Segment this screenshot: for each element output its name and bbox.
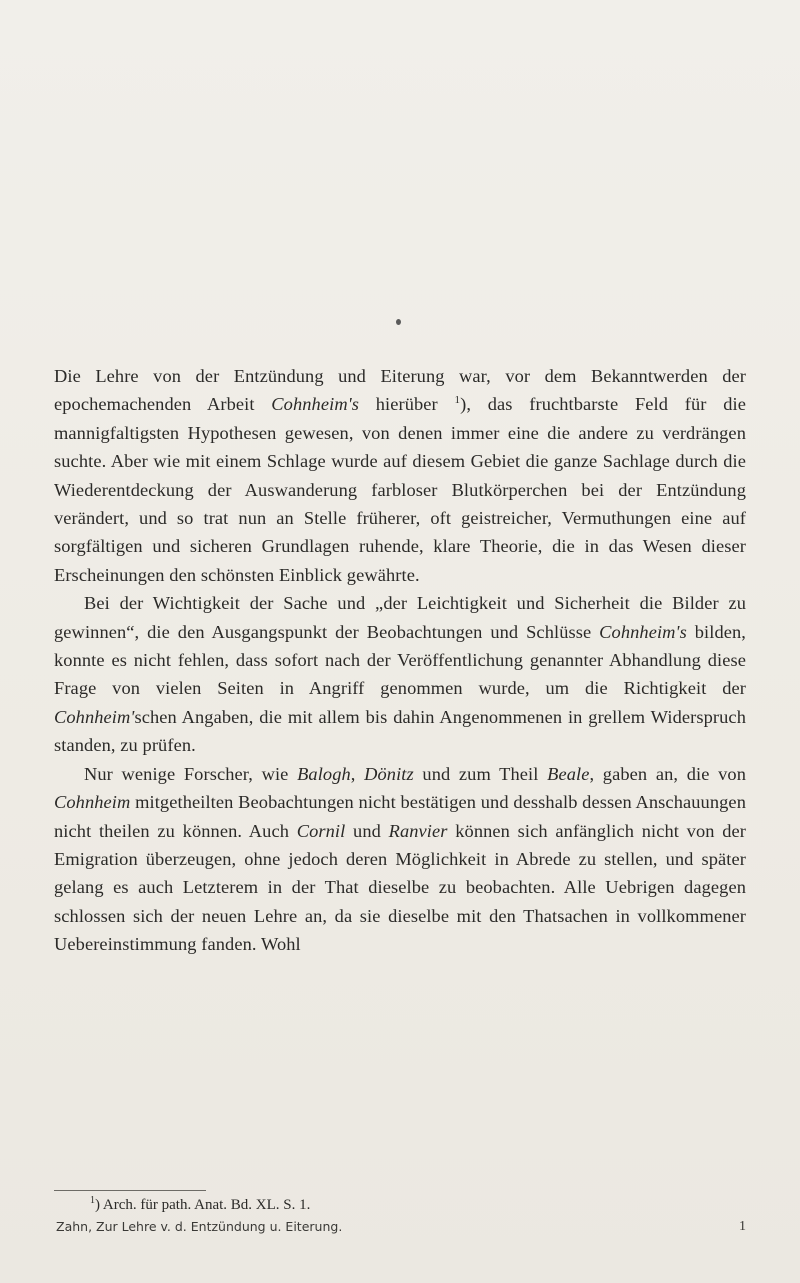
- text-run: und zum Theil: [413, 763, 548, 784]
- text-run: Nur wenige Forscher, wie: [84, 763, 298, 784]
- text-run: Die Lehre von der Entzündung und Eiterung war, vor dem Bekanntwerden der epochemachenden Arbeit: [54, 366, 746, 415]
- footnote: [90, 1196, 310, 1214]
- text-run: mitgetheilten Beobachtungen nicht bestätigen und desshalb dessen Anschauungen nicht theilen zu können. Auch: [54, 792, 746, 841]
- paragraph: [54, 760, 746, 959]
- signature-mark: 1: [739, 1219, 746, 1234]
- text-run: können sich anfänglich nicht von der Emigration überzeugen, ohne jedoch deren Möglichkeit in Abrede zu stellen, und später gelang es auch Letzterem in der That dieselbe zu beobachten. Alle Uebrigen dagegen schlossen sich der neuen Lehre an, da sie dieselbe mit den Thatsachen in vollkommener Uebereinstimmung fanden. Wohl: [54, 820, 747, 955]
- footnote-mark: 1: [90, 1195, 95, 1206]
- body-text: [54, 362, 746, 959]
- running-footer-text: Zahn, Zur Lehre v. d. Entzündung u. Eiterung.: [56, 1219, 343, 1234]
- footnote-text: ) Arch. für path. Anat. Bd. XL. S. 1.: [95, 1197, 311, 1213]
- italic-name: Ranvier: [388, 820, 448, 841]
- footnote-reference: 1: [454, 394, 461, 407]
- italic-name: Cohnheim's: [599, 621, 687, 642]
- italic-name: Balogh: [297, 763, 351, 784]
- footnote-rule: [54, 1190, 206, 1191]
- text-run: bilden, konnte es nicht fehlen, dass sofort nach der Veröffentlichung genannter Abhandlung diese Frage von vielen Seiten in Angriff genommen wurde, um die Richtigkeit der: [54, 621, 747, 699]
- italic-name: Cohnheim: [54, 792, 131, 813]
- italic-name: Dönitz: [364, 763, 414, 784]
- italic-name: Cornil: [296, 820, 346, 841]
- paragraph: [54, 362, 746, 589]
- text-run: hierüber: [359, 394, 455, 415]
- running-footer: [56, 1219, 746, 1235]
- text-run: ,: [350, 763, 365, 784]
- ink-speck: [396, 319, 401, 325]
- text-run: Bei der Wichtigkeit der Sache und „der Leichtigkeit und Sicherheit die Bilder zu gewinnen“, die den Ausgangspunkt der Beobachtungen und Schlüsse: [54, 593, 746, 642]
- text-run: ), das fruchtbarste Feld für die mannigfaltigsten Hypothesen gewesen, von denen immer eine die andere zu verdrängen suchte. Aber wie mit einem Schlage wurde auf diesem Gebiet die ganze Sachlage durch die Wiederentdeckung der Auswanderung farbloser Blutkörperchen bei der Entzündung verändert, und so trat nun an Stelle früherer, oft geistreicher, Vermuthungen eine auf sorgfältigen und sicheren Grundlagen ruhende, klare Theorie, die in das Wesen dieser Erscheinungen den schönsten Einblick gewährte.: [54, 394, 746, 585]
- text-run: und: [345, 820, 389, 841]
- text-run: schen Angaben, die mit allem bis dahin Angenommenen in grellem Widerspruch standen, zu prüfen.: [54, 706, 746, 756]
- text-run: , gaben an, die von: [589, 763, 746, 784]
- italic-name: Beale: [547, 763, 590, 784]
- paragraph: [54, 589, 746, 759]
- italic-name: Cohnheim': [54, 706, 135, 727]
- italic-name: Cohnheim's: [271, 394, 359, 415]
